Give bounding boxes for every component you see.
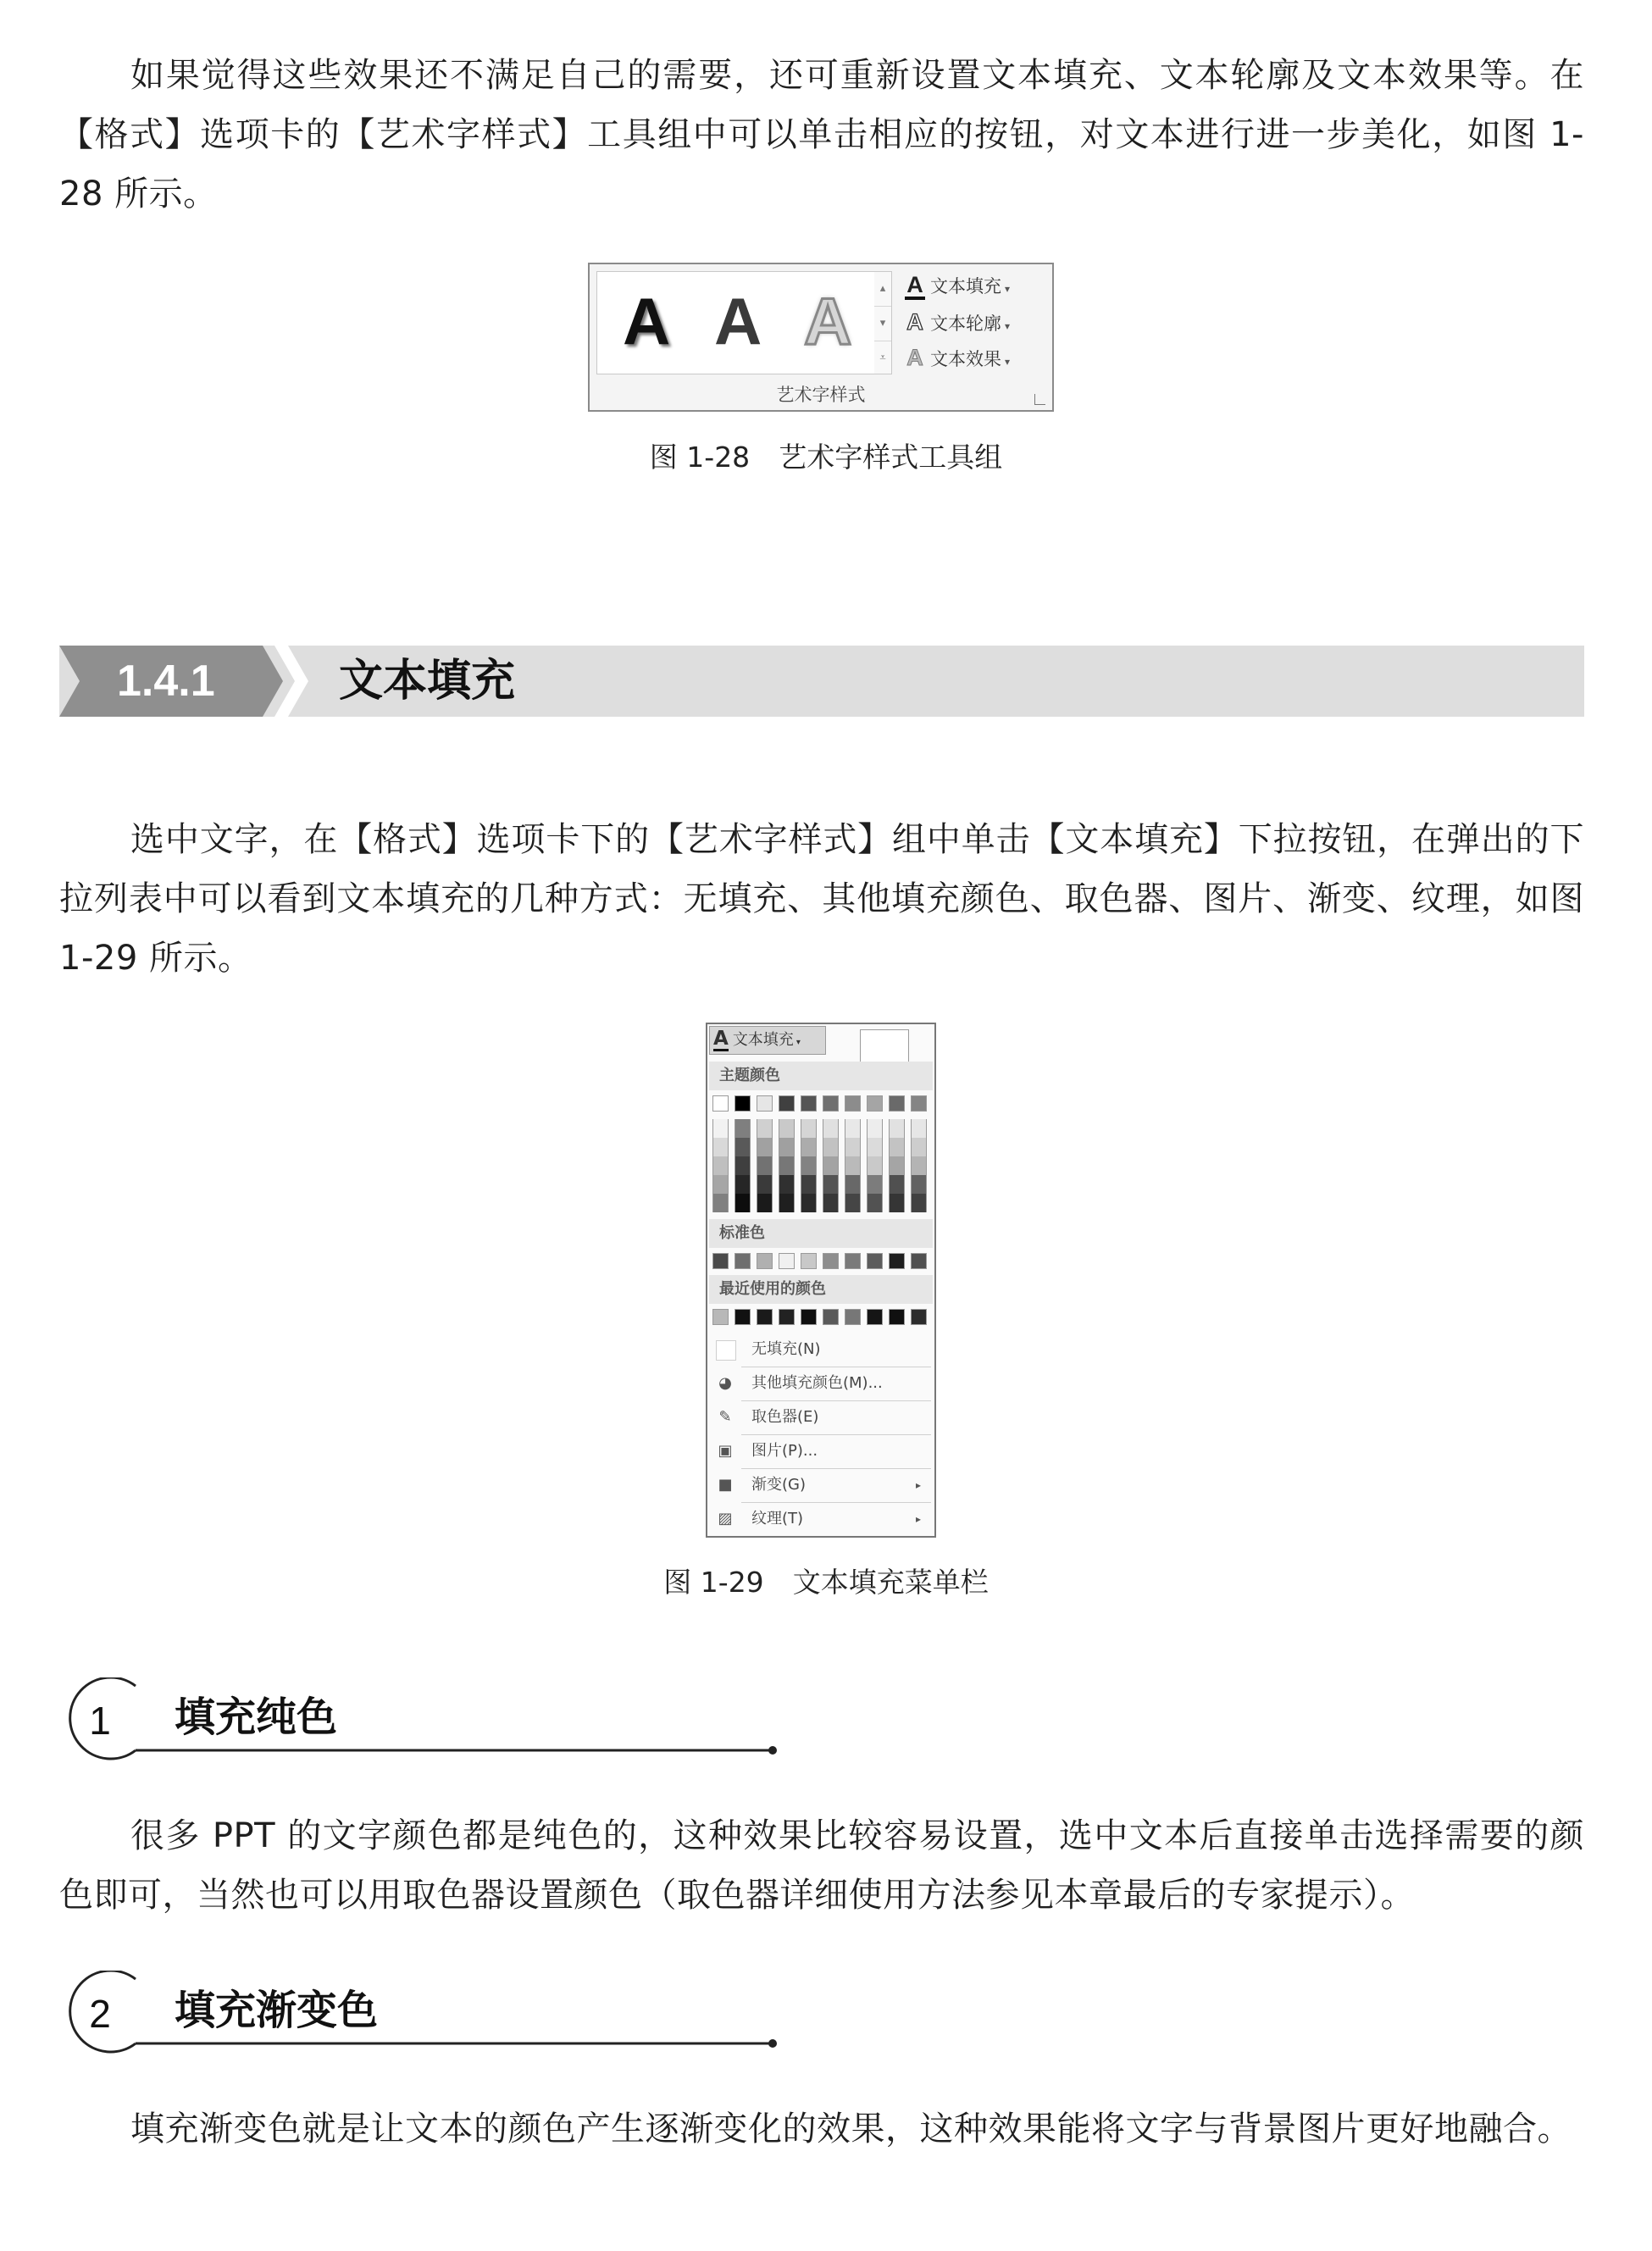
menu-item-eyedropper[interactable] bbox=[709, 1400, 933, 1434]
text-fill-dropdown bbox=[706, 1023, 936, 1538]
text-fill-icon: A bbox=[713, 1028, 729, 1050]
recent-color-swatch[interactable] bbox=[801, 1309, 817, 1325]
menu-item-label: 图片(P)... bbox=[751, 1442, 818, 1460]
theme-shade-swatch[interactable] bbox=[712, 1138, 729, 1156]
gradient-icon: ■ bbox=[718, 1476, 733, 1494]
theme-shade-swatch[interactable] bbox=[712, 1156, 729, 1175]
standard-color-swatch[interactable] bbox=[779, 1253, 795, 1269]
menu-item-texture[interactable] bbox=[709, 1502, 933, 1536]
chevron-down-icon: ▾ bbox=[796, 1038, 801, 1047]
picture-icon: ▣ bbox=[718, 1442, 733, 1460]
theme-shade-swatch[interactable] bbox=[712, 1175, 729, 1194]
theme-color-swatch[interactable] bbox=[712, 1095, 729, 1112]
standard-color-swatch[interactable] bbox=[712, 1253, 729, 1269]
wordart-style-outline[interactable]: A bbox=[804, 284, 852, 358]
theme-shade-swatch[interactable] bbox=[889, 1119, 905, 1138]
wordart-style-plain[interactable]: A bbox=[714, 284, 762, 358]
theme-shade-swatch[interactable] bbox=[779, 1138, 795, 1156]
theme-shade-swatch[interactable] bbox=[889, 1138, 905, 1156]
theme-shade-swatch[interactable] bbox=[757, 1119, 773, 1138]
menu-item-color-wheel[interactable] bbox=[709, 1367, 933, 1400]
theme-shade-swatch[interactable] bbox=[823, 1175, 839, 1194]
theme-shade-swatch[interactable] bbox=[823, 1119, 839, 1138]
text-fill-button[interactable] bbox=[905, 271, 1010, 302]
theme-shade-swatch[interactable] bbox=[911, 1138, 927, 1156]
theme-shade-swatch[interactable] bbox=[889, 1194, 905, 1212]
menu-item-label: 取色器(E) bbox=[751, 1408, 819, 1426]
wordart-styles-group bbox=[588, 263, 1054, 412]
recent-color-swatch[interactable] bbox=[845, 1309, 861, 1325]
section-banner bbox=[59, 646, 1584, 717]
subheading-ornament bbox=[59, 1971, 796, 2064]
intro-paragraph: 如果觉得这些效果还不满足自己的需要，还可重新设置文本填充、文本轮廓及文本效果等。在【格式】选项卡的【艺术字样式】工具组中可以单击相应的按钮，对文本进行进一步美化，如图 1-28 所示。 bbox=[59, 56, 1584, 213]
recent-color-swatch[interactable] bbox=[911, 1309, 927, 1325]
recent-color-swatch[interactable] bbox=[823, 1309, 839, 1325]
theme-shade-swatch[interactable] bbox=[845, 1138, 861, 1156]
theme-color-swatch[interactable] bbox=[845, 1095, 861, 1112]
theme-shade-swatch[interactable] bbox=[911, 1156, 927, 1175]
theme-shade-swatch[interactable] bbox=[823, 1194, 839, 1212]
theme-shade-swatch[interactable] bbox=[867, 1156, 883, 1175]
theme-shade-swatch[interactable] bbox=[889, 1175, 905, 1194]
gallery-scrollbar[interactable] bbox=[874, 271, 892, 374]
theme-colors-header: 主题颜色 bbox=[709, 1062, 933, 1090]
standard-color-swatch[interactable] bbox=[845, 1253, 861, 1269]
text-fill-label: 文本填充 bbox=[930, 276, 1001, 297]
chevron-down-icon: ▾ bbox=[1005, 356, 1011, 368]
menu-item-label: 其他填充颜色(M)... bbox=[751, 1374, 883, 1392]
theme-shade-swatch[interactable] bbox=[801, 1138, 817, 1156]
section-title: 文本填充 bbox=[339, 656, 516, 707]
group-name-label: 艺术字样式 bbox=[776, 385, 866, 405]
gallery-more-icon[interactable]: ⩡ bbox=[879, 352, 886, 364]
text-effects-button[interactable] bbox=[905, 342, 1010, 373]
theme-shade-swatch[interactable] bbox=[757, 1194, 773, 1212]
theme-color-swatch[interactable] bbox=[757, 1095, 773, 1112]
menu-item-label: 纹理(T) bbox=[751, 1510, 804, 1527]
text-fill-icon: A bbox=[905, 273, 925, 300]
wordart-gallery[interactable] bbox=[596, 271, 876, 374]
theme-shade-swatch[interactable] bbox=[735, 1138, 751, 1156]
theme-shade-swatch[interactable] bbox=[823, 1156, 839, 1175]
text-outline-icon: A bbox=[906, 309, 923, 335]
theme-shade-swatch[interactable] bbox=[735, 1194, 751, 1212]
recent-colors-header: 最近使用的颜色 bbox=[709, 1275, 933, 1304]
chevron-down-icon: ▾ bbox=[1005, 320, 1011, 332]
theme-shade-swatch[interactable] bbox=[845, 1156, 861, 1175]
caption-number: 图 1-28 bbox=[649, 441, 751, 474]
theme-shade-swatch[interactable] bbox=[779, 1119, 795, 1138]
theme-shade-swatch[interactable] bbox=[757, 1175, 773, 1194]
text-outline-label: 文本轮廓 bbox=[930, 313, 1001, 334]
picture-thumbnail-icon bbox=[860, 1029, 909, 1065]
theme-color-swatch[interactable] bbox=[867, 1095, 883, 1112]
section-number: 1.4.1 bbox=[117, 657, 215, 706]
theme-shade-swatch[interactable] bbox=[712, 1194, 729, 1212]
theme-shade-swatch[interactable] bbox=[735, 1119, 751, 1138]
theme-shade-swatch[interactable] bbox=[801, 1156, 817, 1175]
eyedropper-icon: ✎ bbox=[718, 1408, 732, 1426]
text-effects-label: 文本效果 bbox=[930, 349, 1001, 369]
menu-item-gradient[interactable] bbox=[709, 1468, 933, 1502]
recent-color-swatch[interactable] bbox=[712, 1309, 729, 1325]
theme-shade-swatch[interactable] bbox=[867, 1119, 883, 1138]
theme-shade-swatch[interactable] bbox=[757, 1138, 773, 1156]
theme-shade-swatch[interactable] bbox=[712, 1119, 729, 1138]
theme-shade-swatch[interactable] bbox=[889, 1156, 905, 1175]
standard-color-swatch[interactable] bbox=[889, 1253, 905, 1269]
theme-color-swatch[interactable] bbox=[911, 1095, 927, 1112]
subheading-ornament bbox=[59, 1677, 796, 1771]
theme-shade-swatch[interactable] bbox=[845, 1119, 861, 1138]
figure-1-28-caption bbox=[0, 435, 1652, 475]
wordart-style-shadow[interactable]: A bbox=[623, 284, 671, 358]
standard-color-swatch[interactable] bbox=[823, 1253, 839, 1269]
caption-number: 图 1-29 bbox=[663, 1566, 764, 1599]
theme-shade-swatch[interactable] bbox=[867, 1194, 883, 1212]
theme-shade-swatch[interactable] bbox=[735, 1175, 751, 1194]
menu-item-picture[interactable] bbox=[709, 1434, 933, 1468]
text-outline-button[interactable] bbox=[905, 307, 1010, 337]
recent-color-swatch[interactable] bbox=[867, 1309, 883, 1325]
theme-shade-swatch[interactable] bbox=[867, 1175, 883, 1194]
theme-shade-swatch[interactable] bbox=[823, 1138, 839, 1156]
recent-color-swatch[interactable] bbox=[779, 1309, 795, 1325]
subheading-title: 填充纯色 bbox=[175, 1694, 338, 1741]
theme-shade-swatch[interactable] bbox=[845, 1194, 861, 1212]
theme-shade-swatch[interactable] bbox=[867, 1138, 883, 1156]
recent-color-swatch[interactable] bbox=[889, 1309, 905, 1325]
standard-colors-header: 标准色 bbox=[709, 1219, 933, 1248]
theme-shade-swatch[interactable] bbox=[779, 1194, 795, 1212]
text-fill-label: 文本填充 bbox=[732, 1031, 794, 1049]
subheading-2 bbox=[59, 1971, 796, 2064]
menu-item-label: 渐变(G) bbox=[751, 1476, 806, 1494]
figure-1-29-caption bbox=[0, 1561, 1652, 1600]
theme-shade-swatch[interactable] bbox=[911, 1194, 927, 1212]
subheading-1 bbox=[59, 1677, 796, 1771]
gallery-scroll-up-icon[interactable]: ▴ bbox=[874, 272, 891, 307]
sub1-paragraph: 很多 PPT 的文字颜色都是纯色的，这种效果比较容易设置，选中文本后直接单击选择需要的颜色即可，当然也可以用取色器设置颜色（取色器详细使用方法参见本章最后的专家提示）。 bbox=[59, 1816, 1584, 1915]
theme-color-swatch[interactable] bbox=[779, 1095, 795, 1112]
theme-shade-swatch[interactable] bbox=[911, 1175, 927, 1194]
recent-color-swatch[interactable] bbox=[735, 1309, 751, 1325]
no-fill-icon bbox=[716, 1340, 736, 1361]
subheading-number: 1 bbox=[89, 1699, 111, 1743]
menu-item-no-fill[interactable] bbox=[709, 1333, 933, 1367]
standard-color-swatch[interactable] bbox=[867, 1253, 883, 1269]
recent-color-swatch[interactable] bbox=[757, 1309, 773, 1325]
caption-text: 艺术字样式工具组 bbox=[779, 441, 1003, 474]
theme-shade-swatch[interactable] bbox=[757, 1156, 773, 1175]
dialog-launcher-icon[interactable] bbox=[1034, 394, 1045, 405]
sub2-paragraph: 填充渐变色就是让文本的颜色产生逐渐变化的效果，这种效果能将文字与背景图片更好地融合。 bbox=[130, 2110, 1572, 2148]
standard-color-swatch[interactable] bbox=[801, 1253, 817, 1269]
theme-shade-swatch[interactable] bbox=[845, 1175, 861, 1194]
text-effects-icon: A bbox=[906, 345, 923, 370]
theme-shade-swatch[interactable] bbox=[779, 1156, 795, 1175]
subheading-title: 填充渐变色 bbox=[175, 1987, 379, 2034]
chevron-down-icon: ▾ bbox=[1005, 283, 1011, 295]
theme-shade-swatch[interactable] bbox=[779, 1175, 795, 1194]
color-wheel-icon: ◕ bbox=[718, 1374, 732, 1392]
submenu-arrow-icon: ▸ bbox=[915, 1479, 921, 1491]
texture-icon: ▨ bbox=[718, 1510, 733, 1527]
theme-shade-swatch[interactable] bbox=[801, 1119, 817, 1138]
theme-shade-swatch[interactable] bbox=[801, 1175, 817, 1194]
submenu-arrow-icon: ▸ bbox=[915, 1513, 921, 1525]
theme-color-swatch[interactable] bbox=[889, 1095, 905, 1112]
standard-color-swatch[interactable] bbox=[735, 1253, 751, 1269]
theme-color-swatch[interactable] bbox=[823, 1095, 839, 1112]
standard-color-swatch[interactable] bbox=[757, 1253, 773, 1269]
standard-color-swatch[interactable] bbox=[911, 1253, 927, 1269]
theme-color-swatch[interactable] bbox=[735, 1095, 751, 1112]
theme-shade-swatch[interactable] bbox=[911, 1119, 927, 1138]
section-paragraph: 选中文字，在【格式】选项卡下的【艺术字样式】组中单击【文本填充】下拉按钮，在弹出的下拉列表中可以看到文本填充的几种方式：无填充、其他填充颜色、取色器、图片、渐变、纹理，如图 1-29 所示。 bbox=[59, 820, 1584, 978]
theme-shade-swatch[interactable] bbox=[801, 1194, 817, 1212]
text-fill-button[interactable] bbox=[709, 1026, 826, 1055]
menu-item-label: 无填充(N) bbox=[751, 1340, 821, 1358]
theme-color-swatch[interactable] bbox=[801, 1095, 817, 1112]
theme-shade-swatch[interactable] bbox=[735, 1156, 751, 1175]
subheading-number: 2 bbox=[89, 1992, 111, 2036]
caption-text: 文本填充菜单栏 bbox=[792, 1566, 989, 1599]
gallery-scroll-down-icon[interactable]: ▾ bbox=[874, 307, 891, 341]
